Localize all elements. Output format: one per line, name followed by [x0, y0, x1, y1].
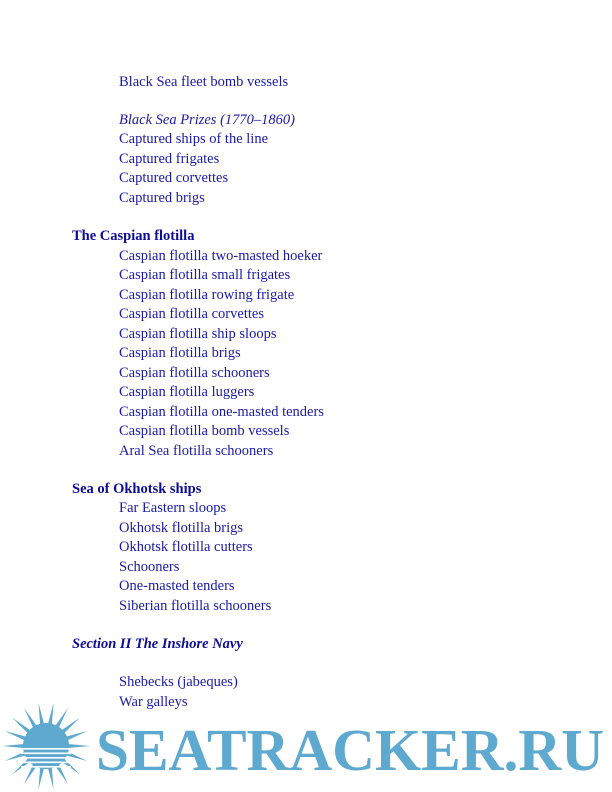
toc-entry[interactable]: Caspian flotilla two-masted hoeker	[119, 248, 323, 264]
toc-entry[interactable]: Siberian flotilla schooners	[119, 598, 272, 614]
toc-entry-black-sea-bomb-vessels[interactable]: Black Sea fleet bomb vessels	[119, 74, 289, 90]
toc-heading-section-ii[interactable]: Section II The Inshore Navy	[72, 636, 243, 652]
watermark-text: SEATRACKER.RU	[96, 717, 604, 783]
toc-entry[interactable]: Okhotsk flotilla cutters	[119, 539, 253, 555]
toc-entry[interactable]: Far Eastern sloops	[119, 500, 227, 516]
toc-entry[interactable]: Caspian flotilla ship sloops	[119, 326, 277, 342]
toc-entry[interactable]: Caspian flotilla small frigates	[119, 267, 291, 283]
toc-entry[interactable]: Caspian flotilla brigs	[119, 345, 241, 361]
sun-icon	[2, 703, 90, 790]
toc-entry[interactable]: Okhotsk flotilla brigs	[119, 520, 244, 536]
toc-entry[interactable]: Shebecks (jabeques)	[119, 674, 238, 690]
toc-entry[interactable]: Captured ships of the line	[119, 131, 269, 147]
watermark	[0, 700, 612, 792]
toc-entry[interactable]: Caspian flotilla rowing frigate	[119, 287, 295, 303]
toc-heading-caspian-flotilla[interactable]: The Caspian flotilla	[72, 228, 195, 244]
toc-entry[interactable]: Caspian flotilla corvettes	[119, 306, 264, 322]
toc-subsection-black-sea-prizes[interactable]: Black Sea Prizes (1770–1860)	[119, 112, 295, 128]
toc-entry[interactable]: Aral Sea flotilla schooners	[119, 443, 274, 459]
toc-entry[interactable]: Captured frigates	[119, 151, 220, 167]
toc-entry[interactable]: War galleys	[119, 694, 188, 710]
toc-entry[interactable]: Caspian flotilla one-masted tenders	[119, 404, 324, 420]
toc-entry[interactable]: Captured corvettes	[119, 170, 229, 186]
toc-entry[interactable]: Captured brigs	[119, 190, 205, 206]
toc-entry[interactable]: Caspian flotilla schooners	[119, 365, 270, 381]
toc-heading-sea-of-okhotsk[interactable]: Sea of Okhotsk ships	[72, 481, 202, 497]
toc-entry[interactable]: Caspian flotilla luggers	[119, 384, 255, 400]
toc-entry[interactable]: Schooners	[119, 559, 180, 575]
toc-entry[interactable]: One-masted tenders	[119, 578, 235, 594]
toc-entry[interactable]: Caspian flotilla bomb vessels	[119, 423, 290, 439]
